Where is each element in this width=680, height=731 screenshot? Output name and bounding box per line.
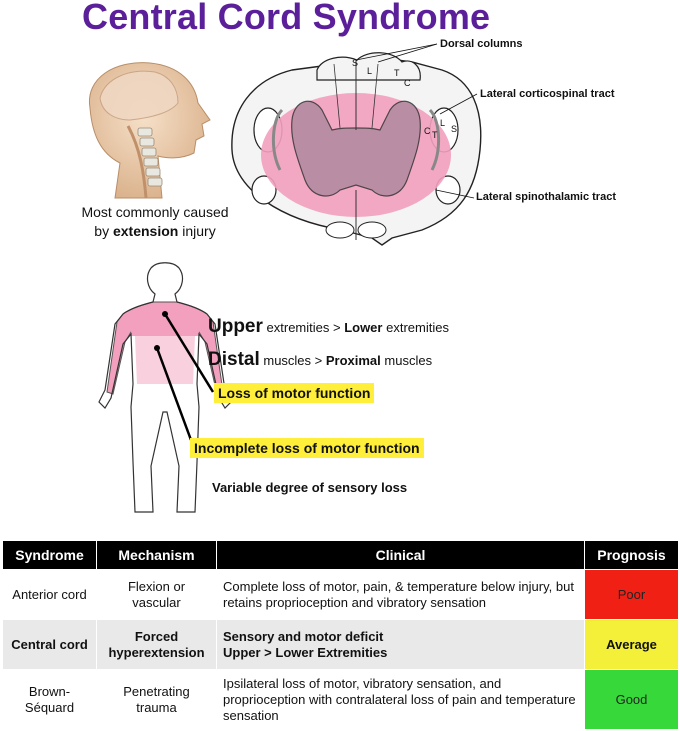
distal-bold: Proximal <box>325 353 381 368</box>
table-row <box>3 620 679 670</box>
caption-text-end: injury <box>178 223 216 239</box>
cell-prognosis-average: Average <box>585 620 679 670</box>
cell-clinical <box>217 620 585 670</box>
cell-clinical: Ipsilateral loss of motor, vibratory sensation, and proprioception with contralateral loss of pain and temperature sensation <box>217 670 585 730</box>
syndrome-comparison-table <box>2 540 679 730</box>
upper-vs-lower <box>208 316 449 338</box>
distal-vs-proximal <box>208 349 432 371</box>
label-lateral-s: S <box>451 124 458 134</box>
table-header-row <box>3 541 679 570</box>
label-dorsal-t: T <box>394 68 400 78</box>
clinical-line-2: Upper > Lower Extremities <box>223 644 388 660</box>
label-dorsal-c: C <box>404 78 411 88</box>
distal-small: muscles > <box>259 353 326 368</box>
cell-mechanism: Penetrating trauma <box>97 670 217 730</box>
incomplete-loss-highlight: Incomplete loss of motor function <box>190 438 424 458</box>
caption-line-1: Most commonly caused <box>81 204 229 220</box>
cell-syndrome: Central cord <box>3 620 97 670</box>
header-mechanism: Mechanism <box>97 541 217 570</box>
table-row <box>3 670 679 730</box>
label-lateral-spinothalamic: Lateral spinothalamic tract <box>476 191 616 203</box>
label-lateral-t: T <box>432 130 438 140</box>
page-title: Central Cord Syndrome <box>82 0 491 37</box>
cell-prognosis-poor: Poor <box>585 570 679 620</box>
distal-end: muscles <box>380 353 433 368</box>
header-syndrome: Syndrome <box>3 541 97 570</box>
label-lateral-corticospinal: Lateral corticospinal tract <box>480 88 615 100</box>
label-dorsal-l: L <box>367 66 373 76</box>
upper-end: extremities <box>382 320 449 335</box>
spinal-cord-cross-section <box>222 40 642 260</box>
label-dorsal-columns: Dorsal columns <box>440 38 523 50</box>
motor-loss-highlight: Loss of motor function <box>214 383 374 403</box>
cell-mechanism: Forced hyperextension <box>97 620 217 670</box>
head-extension-illustration <box>70 58 220 203</box>
header-clinical: Clinical <box>217 541 585 570</box>
cell-syndrome: Anterior cord <box>3 570 97 620</box>
label-lateral-l: L <box>440 118 446 128</box>
label-dorsal-s: S <box>352 58 359 68</box>
table-row <box>3 570 679 620</box>
cell-clinical: Complete loss of motor, pain, & temperature below injury, but retains proprioception and vibratory sensation <box>217 570 585 620</box>
clinical-line-1: Sensory and motor deficit <box>223 628 384 644</box>
caption-bold: extension <box>112 223 179 239</box>
upper-small: extremities > <box>262 320 345 335</box>
sensory-loss-text: Variable degree of sensory loss <box>212 480 408 495</box>
cell-mechanism: Flexion or vascular <box>97 570 217 620</box>
cell-syndrome: Brown-Séquard <box>3 670 97 730</box>
cell-prognosis-good: Good <box>585 670 679 730</box>
label-lateral-c: C <box>424 126 431 136</box>
distal-word: Distal <box>208 349 260 370</box>
upper-word: Upper <box>208 316 263 337</box>
upper-bold: Lower <box>344 320 383 335</box>
caption-text: by <box>94 223 113 239</box>
header-prognosis: Prognosis <box>585 541 679 570</box>
